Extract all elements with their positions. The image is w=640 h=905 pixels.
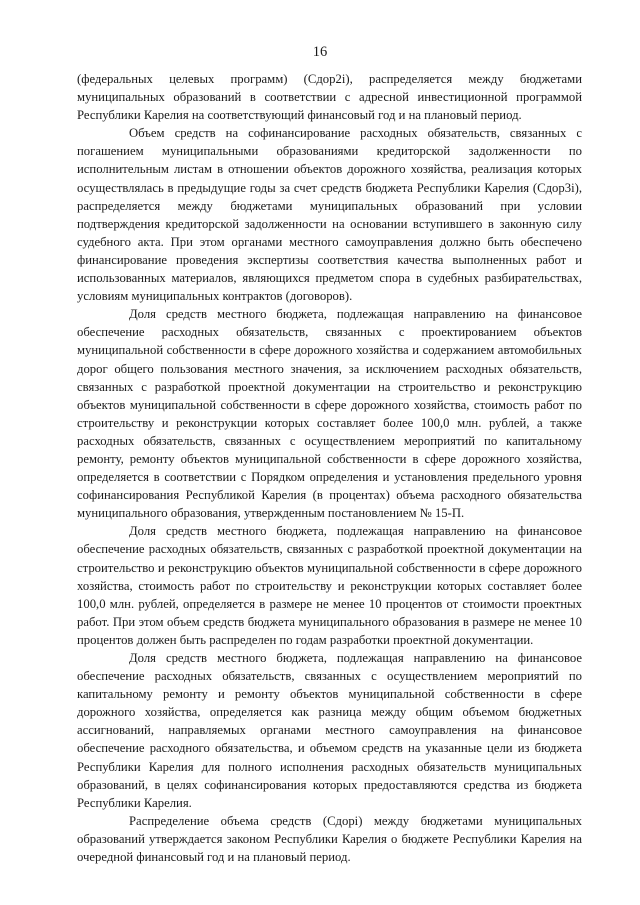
paragraph-3: Доля средств местного бюджета, подлежащая направлению на финансовое обеспечение расходных обязательств, связанных с проектированием объектов муниципальной собственности в сфере дорожного хозяйства и содержанием автомобильных дорог общего пользования местного значения, за исключением расходных обязательств, связанных с разработкой проектной документации на строительство и реконструкцию объектов муниципальной собственности в сфере дорожного хозяйства, стоимость работ по строительству и реконструкции которых составляет более 100,0 млн. рублей, а также расходных обязательств, связанных с осуществлением мероприятий по капитальному ремонту, ремонту объектов муниципальной собственности в сфере дорожного хозяйства, определяется в соответствии с Порядком определения и установления предельного уровня софинансирования Республикой Карелия (в процентах) объема расходного обязательства муниципального образования, утвержденным постановлением № 15-П. <box>77 307 582 521</box>
paragraph-1: (федеральных целевых программ) (Сдор2i), распределяется между бюджетами муниципальных образований в соответствии с адресной инвестиционной программой Республики Карелия на соответствующий финансовый год и на плановый период. <box>77 72 582 123</box>
paragraph-4: Доля средств местного бюджета, подлежащая направлению на финансовое обеспечение расходных обязательств, связанных с разработкой проектной документации на строительство и реконструкцию объектов муниципальной собственности в сфере дорожного хозяйства, стоимость работ по строительству и реконструкции которых составляет более 100,0 млн. рублей, определяется в размере не менее 10 процентов от стоимости проектных работ. При этом объем средств бюджета муниципального образования в размере не менее 10 процентов должен быть распределен по годам разработки проектной документации. <box>77 524 582 647</box>
paragraph-5: Доля средств местного бюджета, подлежащая направлению на финансовое обеспечение расходных обязательств, связанных с осуществлением мероприятий по капитальному ремонту и ремонту объектов муниципальной собственности в сфере дорожного хозяйства, определяется как разница между общим объемом бюджетных ассигнований, направляемых органами местного самоуправления на финансовое обеспечение расходного обязательства, и объемом средств на указанные цели из бюджета Республики Карелия для полного исполнения расходных обязательств муниципальных образований, в целях софинансирования которых предоставляются средства из бюджета Республики Карелия. <box>77 651 582 810</box>
document-body <box>77 70 582 866</box>
page-number: 16 <box>312 44 328 60</box>
paragraph-2: Объем средств на софинансирование расходных обязательств, связанных с погашением муниципальными образованиями кредиторской задолженности по исполнительным листам в отношении объектов дорожного хозяйства, реализация которых осуществлялась в предыдущие годы за счет средств бюджета Республики Карелия (Сдор3i), распределяется между бюджетами муниципальных образований при условии подтверждения кредиторской задолженности на основании вступившего в законную силу судебного акта. При этом органами местного самоуправления должно быть обеспечено финансирование проведения экспертизы соответствия качества выполненных работ и использованных материалов, являющихся предметом спора в судебных разбирательствах, условиям муниципальных контрактов (договоров). <box>77 126 582 304</box>
paragraph-6: Распределение объема средств (Сдорi) между бюджетами муниципальных образований утверждается законом Республики Карелия о бюджете Республики Карелия на очередной финансовый год и на плановый период. <box>77 813 582 865</box>
